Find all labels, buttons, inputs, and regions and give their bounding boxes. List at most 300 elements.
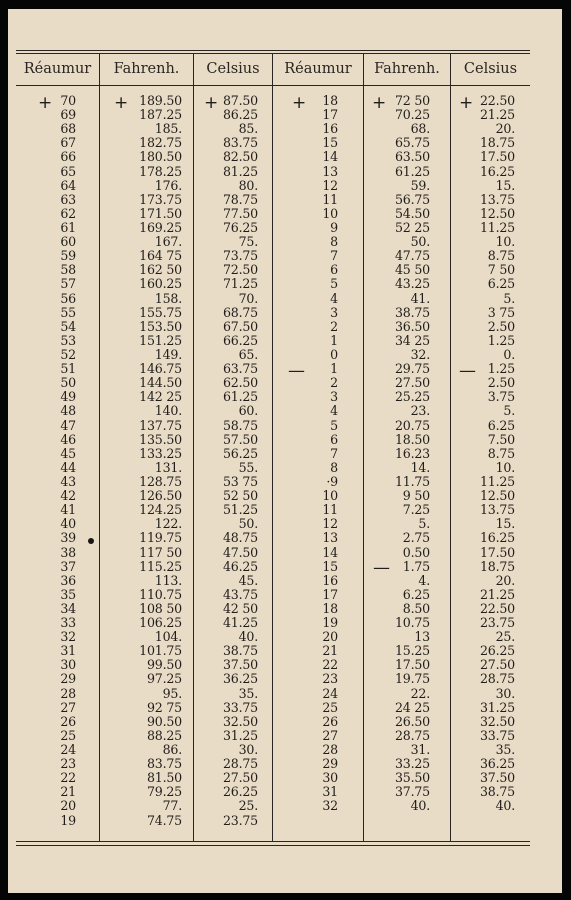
table-cell: 1.75	[402, 558, 430, 574]
table-cell: 70.	[238, 290, 258, 306]
table-cell: 36	[60, 572, 76, 588]
table-cell: 38	[60, 544, 76, 560]
table-cell: 67.50	[222, 318, 258, 334]
table-cell: 23	[60, 756, 76, 772]
table-cell: 44	[60, 459, 76, 475]
table-cell: 81.50	[146, 770, 182, 786]
column-left-fahrenheit	[118, 94, 182, 828]
table-cell: 22.50	[479, 600, 515, 616]
table-cell: 76.25	[222, 219, 258, 235]
table-cell: 35	[60, 586, 76, 602]
table-cell: 48.75	[222, 530, 258, 546]
column-divider	[450, 53, 451, 841]
table-cell: 2.75	[402, 530, 430, 546]
table-cell: 5.	[503, 403, 515, 419]
table-cell: 8.75	[487, 445, 515, 461]
table-cell: 58.75	[222, 417, 258, 433]
table-cell: 16	[322, 572, 338, 588]
table-cell: 30	[60, 657, 76, 673]
table-cell: 57	[60, 276, 76, 292]
table-cell: 126.50	[139, 488, 182, 504]
table-cell: 15	[322, 135, 338, 151]
table-cell: 158.	[154, 290, 182, 306]
table-cell: 124.25	[139, 502, 182, 518]
table-cell: 117 50	[139, 544, 182, 560]
table-cell: 25	[60, 727, 76, 743]
table-cell: 45	[60, 445, 76, 461]
table-cell: 45 50	[394, 262, 430, 278]
table-cell: 106.25	[139, 615, 182, 631]
table-cell: 34 25	[394, 332, 430, 348]
table-cell: 31	[60, 643, 76, 659]
table-cell: 169.25	[139, 219, 182, 235]
table-cell: 19	[322, 615, 338, 631]
table-cell: 53 75	[222, 473, 258, 489]
table-cell: 78.75	[222, 191, 258, 207]
table-cell: 50	[60, 375, 76, 391]
table-cell: 28	[322, 742, 338, 758]
table-cell: 68	[60, 121, 76, 137]
table-cell: 26	[60, 713, 76, 729]
table-cell: 6.25	[487, 276, 515, 292]
table-cell: 65.75	[394, 135, 430, 151]
table-cell: 47.75	[394, 248, 430, 264]
table-cell: 7	[330, 445, 338, 461]
table-cell: 7.25	[402, 502, 430, 518]
table-cell: 137.75	[139, 417, 182, 433]
table-cell: 2.50	[487, 318, 515, 334]
table-cell: 21	[60, 784, 76, 800]
table-cell: 0.	[503, 346, 515, 362]
table-cell: 72 50	[394, 93, 430, 108]
table-cell: 13	[414, 629, 430, 645]
table-cell: 3	[330, 304, 338, 320]
table-cell: 83.75	[222, 135, 258, 151]
table-cell: 50.	[410, 234, 430, 250]
table-cell: 36.25	[222, 671, 258, 687]
bottom-rule-inner	[16, 845, 530, 846]
table-cell: 17.50	[394, 657, 430, 673]
table-cell: 7	[330, 248, 338, 264]
table-cell: 38.75	[394, 304, 430, 320]
table-cell: 173.75	[139, 191, 182, 207]
table-cell: 17	[322, 107, 338, 123]
table-cell: 6.25	[487, 417, 515, 433]
table-cell: 86.25	[222, 107, 258, 123]
table-cell: 160.25	[139, 276, 182, 292]
table-cell: 29	[60, 671, 76, 687]
table-cell: 52 25	[394, 219, 430, 235]
table-cell: 144.50	[139, 375, 182, 391]
table-cell: 41.	[410, 290, 430, 306]
table-cell: 110.75	[139, 586, 182, 602]
table-cell: 115.25	[139, 558, 182, 574]
table-cell: 14.	[410, 459, 430, 475]
table-cell: 4.	[418, 572, 430, 588]
table-cell: 1	[330, 361, 338, 377]
table-cell: 63.75	[222, 361, 258, 377]
table-cell: 24	[322, 685, 338, 701]
table-cell: 104.	[154, 629, 182, 645]
table-cell: 37.50	[479, 770, 515, 786]
minus-sign: —	[459, 361, 476, 381]
table-cell: 122.	[154, 516, 182, 532]
table-cell: 56	[60, 290, 76, 306]
table-cell: 37.75	[394, 784, 430, 800]
table-cell: 32	[60, 629, 76, 645]
table-cell: 5	[330, 417, 338, 433]
table-cell: 32	[322, 798, 338, 814]
plus-sign: +	[459, 93, 474, 113]
header-rule	[16, 85, 530, 86]
table-cell: 15.	[495, 516, 515, 532]
table-cell: 146.75	[139, 361, 182, 377]
table-cell: 1.25	[487, 332, 515, 348]
table-cell: 11.25	[479, 219, 515, 235]
table-cell: 16.25	[479, 163, 515, 179]
table-cell: 30.	[238, 742, 258, 758]
table-cell: 10	[322, 488, 338, 504]
table-cell: 23	[322, 671, 338, 687]
table-cell: 54	[60, 318, 76, 334]
table-cell: 72.50	[222, 262, 258, 278]
table-cell: 49	[60, 389, 76, 405]
column-divider	[193, 53, 194, 841]
table-cell: 33.25	[394, 756, 430, 772]
table-cell: 13.75	[479, 502, 515, 518]
bottom-rule	[16, 841, 530, 842]
table-cell: 7 50	[487, 262, 515, 278]
table-cell: 10.	[495, 459, 515, 475]
table-cell: 92 75	[146, 699, 182, 715]
table-cell: 14	[322, 149, 338, 165]
plus-sign: +	[114, 93, 129, 113]
table-cell: 21	[322, 643, 338, 659]
column-divider	[363, 53, 364, 841]
table-cell: 133.25	[139, 445, 182, 461]
table-cell: 12.50	[479, 205, 515, 221]
table-cell: 33.75	[222, 699, 258, 715]
table-cell: 22	[322, 657, 338, 673]
table-cell: 40.	[410, 798, 430, 814]
header-fahrenheit: Fahrenh.	[113, 61, 180, 77]
table-cell: 73.75	[222, 248, 258, 264]
table-cell: 19.75	[394, 671, 430, 687]
table-cell: 60.	[238, 403, 258, 419]
table-cell: 30	[322, 770, 338, 786]
table-cell: 5.	[418, 516, 430, 532]
table-cell: 31.25	[222, 727, 258, 743]
table-cell: 21.25	[479, 586, 515, 602]
table-cell: 85.	[238, 121, 258, 137]
table-cell: 61.25	[222, 389, 258, 405]
table-cell: 11.75	[394, 473, 430, 489]
table-cell: 22.	[410, 685, 430, 701]
table-cell: 86.	[162, 742, 182, 758]
table-cell: 28	[60, 685, 76, 701]
table-cell: 87.50	[222, 93, 258, 108]
table-cell: 11	[322, 502, 338, 518]
ink-blot-mark	[87, 537, 95, 545]
table-cell: ·9	[326, 473, 338, 489]
table-cell: 37.50	[222, 657, 258, 673]
table-cell: 153.50	[139, 318, 182, 334]
table-cell: 23.	[410, 403, 430, 419]
table-cell: 31.	[410, 742, 430, 758]
table-cell: 2.50	[487, 375, 515, 391]
table-cell: 33.75	[479, 727, 515, 743]
table-cell: 47	[60, 417, 76, 433]
table-cell: 162 50	[139, 262, 182, 278]
table-cell: 6	[330, 262, 338, 278]
table-cell: 26	[322, 713, 338, 729]
table-cell: 31	[322, 784, 338, 800]
table-cell: 90.50	[146, 713, 182, 729]
table-cell: 31.25	[479, 699, 515, 715]
table-cell: 28.75	[479, 671, 515, 687]
table-cell: 27.50	[394, 375, 430, 391]
table-cell: 43	[60, 473, 76, 489]
table-cell: 6	[330, 431, 338, 447]
table-cell: 11.25	[479, 473, 515, 489]
table-cell: 1.25	[487, 361, 515, 377]
table-cell: 43.75	[222, 586, 258, 602]
table-cell: 66	[60, 149, 76, 165]
table-cell: 26.50	[394, 713, 430, 729]
table-cell: 32.	[410, 346, 430, 362]
table-cell: 62.50	[222, 375, 258, 391]
table-cell: 178.25	[139, 163, 182, 179]
table-cell: 70.25	[394, 107, 430, 123]
header-celsius-2: Celsius	[463, 61, 518, 77]
table-cell: 41.25	[222, 615, 258, 631]
table-cell: 58	[60, 262, 76, 278]
table-cell: 13.75	[479, 191, 515, 207]
table-cell: 2	[330, 318, 338, 334]
column-right-fahrenheit	[380, 94, 430, 814]
table-cell: 57.50	[222, 431, 258, 447]
table-cell: 51	[60, 361, 76, 377]
table-cell: 28.75	[222, 756, 258, 772]
table-cell: 26.25	[479, 643, 515, 659]
table-cell: 79.25	[146, 784, 182, 800]
table-cell: 10.	[495, 234, 515, 250]
table-cell: 185.	[154, 121, 182, 137]
table-cell: 2	[330, 375, 338, 391]
table-cell: 9 50	[402, 488, 430, 504]
table-cell: 128.75	[139, 473, 182, 489]
plus-sign: +	[292, 93, 307, 113]
table-cell: 53	[60, 332, 76, 348]
table-cell: 27.50	[222, 770, 258, 786]
table-cell: 43.25	[394, 276, 430, 292]
table-cell: 3	[330, 389, 338, 405]
header-reaumur: Réaumur	[23, 61, 92, 77]
table-cell: 74.75	[146, 812, 182, 828]
table-cell: 12	[322, 177, 338, 193]
minus-sign: —	[288, 361, 305, 381]
table-cell: 42	[60, 488, 76, 504]
table-cell: 3.75	[487, 389, 515, 405]
table-cell: 52 50	[222, 488, 258, 504]
table-cell: 5.	[503, 290, 515, 306]
table-cell: 55	[60, 304, 76, 320]
column-right-reaumur	[308, 94, 338, 814]
table-cell: 69	[60, 107, 76, 123]
table-cell: 131.	[154, 459, 182, 475]
table-cell: 66.25	[222, 332, 258, 348]
table-cell: 15.25	[394, 643, 430, 659]
minus-sign: —	[373, 558, 390, 578]
table-cell: 17.50	[479, 149, 515, 165]
table-cell: 62	[60, 205, 76, 221]
table-cell: 25.25	[394, 389, 430, 405]
table-cell: 36.50	[394, 318, 430, 334]
table-cell: 27	[60, 699, 76, 715]
table-cell: 171.50	[139, 205, 182, 221]
column-divider	[272, 53, 273, 841]
table-cell: 82.50	[222, 149, 258, 165]
plus-sign: +	[372, 93, 387, 113]
plus-sign: +	[204, 93, 219, 113]
table-cell: 6.25	[402, 586, 430, 602]
table-cell: 25	[322, 699, 338, 715]
table-cell: 8	[330, 459, 338, 475]
table-cell: 23.75	[479, 615, 515, 631]
table-cell: 20.	[495, 572, 515, 588]
table-cell: 59.	[410, 177, 430, 193]
table-cell: 42 50	[222, 600, 258, 616]
table-cell: 70	[60, 93, 76, 108]
table-cell: 16.23	[394, 445, 430, 461]
table-cell: 25.	[495, 629, 515, 645]
table-cell: 88.25	[146, 727, 182, 743]
table-cell: 5	[330, 276, 338, 292]
table-cell: 21.25	[479, 107, 515, 123]
table-cell: 16.25	[479, 530, 515, 546]
table-cell: 18.75	[479, 135, 515, 151]
table-cell: 63.50	[394, 149, 430, 165]
table-cell: 22.50	[479, 93, 515, 108]
table-cell: 75.	[238, 234, 258, 250]
table-cell: 83.75	[146, 756, 182, 772]
table-cell: 52	[60, 346, 76, 362]
table-cell: 54.50	[394, 205, 430, 221]
table-cell: 149.	[154, 346, 182, 362]
top-rule-inner	[16, 53, 530, 54]
table-cell: 35.50	[394, 770, 430, 786]
table-cell: 155.75	[139, 304, 182, 320]
table-cell: 40.	[495, 798, 515, 814]
table-cell: 9	[330, 219, 338, 235]
table-cell: 68.75	[222, 304, 258, 320]
table-cell: 18	[322, 600, 338, 616]
table-cell: 14	[322, 544, 338, 560]
table-cell: 38.75	[479, 784, 515, 800]
table-cell: 29	[322, 756, 338, 772]
table-cell: 20	[60, 798, 76, 814]
table-cell: 36.25	[479, 756, 515, 772]
table-cell: 97.25	[146, 671, 182, 687]
table-cell: 65	[60, 163, 76, 179]
table-cell: 12	[322, 516, 338, 532]
column-left-reaumur	[38, 94, 76, 828]
table-cell: 1	[330, 332, 338, 348]
table-cell: 35.	[238, 685, 258, 701]
table-cell: 45.	[238, 572, 258, 588]
table-cell: 59	[60, 248, 76, 264]
table-cell: 11	[322, 191, 338, 207]
table-cell: 7.50	[487, 431, 515, 447]
table-cell: 19	[60, 812, 76, 828]
column-divider	[99, 53, 100, 841]
table-cell: 77.50	[222, 205, 258, 221]
table-cell: 187.25	[139, 107, 182, 123]
table-cell: 24 25	[394, 699, 430, 715]
table-cell: 27	[322, 727, 338, 743]
table-cell: 51.25	[222, 502, 258, 518]
table-cell: 27.50	[479, 657, 515, 673]
table-cell: 182.75	[139, 135, 182, 151]
table-cell: 20.	[495, 121, 515, 137]
table-cell: 23.75	[222, 812, 258, 828]
top-rule	[16, 50, 530, 51]
table-cell: 108 50	[139, 600, 182, 616]
table-cell: 26.25	[222, 784, 258, 800]
table-cell: 46.25	[222, 558, 258, 574]
table-cell: 140.	[154, 403, 182, 419]
table-cell: 64	[60, 177, 76, 193]
table-cell: 80.	[238, 177, 258, 193]
table-cell: 61	[60, 219, 76, 235]
table-cell: 101.75	[139, 643, 182, 659]
table-cell: 71.25	[222, 276, 258, 292]
table-cell: 20	[322, 629, 338, 645]
table-cell: 60	[60, 234, 76, 250]
table-cell: 65.	[238, 346, 258, 362]
header-reaumur-2: Réaumur	[284, 61, 352, 77]
table-cell: 176.	[154, 177, 182, 193]
table-cell: 8.50	[402, 600, 430, 616]
table-cell: 189.50	[139, 93, 182, 108]
table-cell: 32.50	[222, 713, 258, 729]
table-cell: 20.75	[394, 417, 430, 433]
table-cell: 17.50	[479, 544, 515, 560]
table-cell: 4	[330, 290, 338, 306]
table-cell: 151.25	[139, 332, 182, 348]
table-cell: 28.75	[394, 727, 430, 743]
table-cell: 48	[60, 403, 76, 419]
table-cell: 95.	[162, 685, 182, 701]
table-cell: 4	[330, 403, 338, 419]
table-cell: 29.75	[394, 361, 430, 377]
table-cell: 61.25	[394, 163, 430, 179]
table-cell: 167.	[154, 234, 182, 250]
header-fahrenheit-2: Fahrenh.	[374, 61, 440, 77]
table-cell: 77.	[162, 798, 182, 814]
table-cell: 180.50	[139, 149, 182, 165]
table-cell: 56.75	[394, 191, 430, 207]
plus-sign: +	[38, 93, 53, 113]
header-celsius: Celsius	[206, 61, 260, 77]
table-cell: 8.75	[487, 248, 515, 264]
table-cell: 40	[60, 516, 76, 532]
table-cell: 63	[60, 191, 76, 207]
table-cell: 35.	[495, 742, 515, 758]
table-cell: 38.75	[222, 643, 258, 659]
column-right-celsius	[470, 94, 515, 814]
table-cell: 41	[60, 502, 76, 518]
